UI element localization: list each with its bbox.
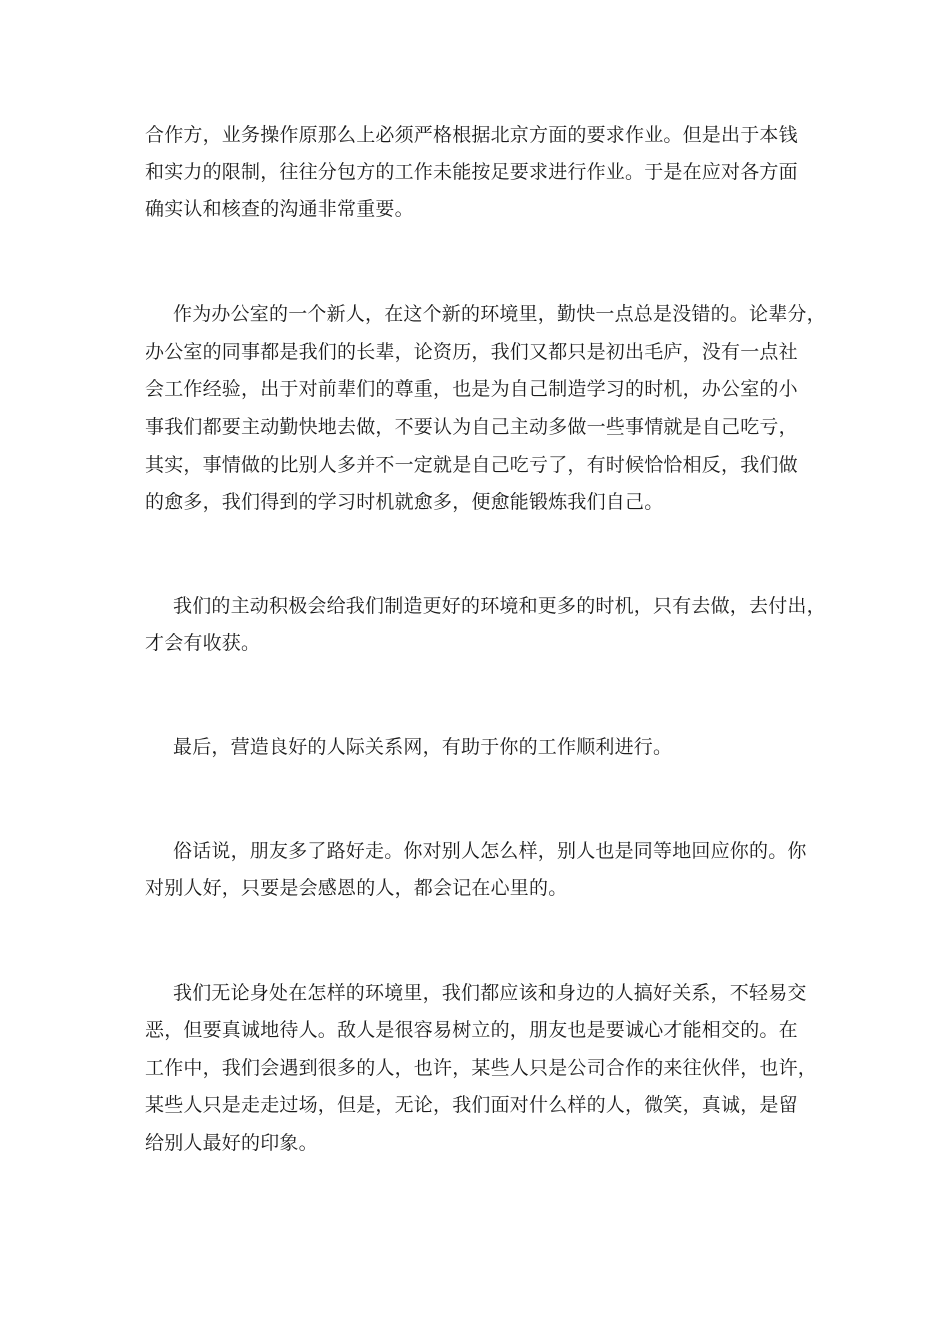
paragraph-1-line-3: 确实认和核查的沟通非常重要。	[145, 198, 414, 220]
paragraph-6-line-4: 某些人只是走走过场，但是，无论，我们面对什么样的人，微笑，真诚，是留	[145, 1094, 798, 1116]
paragraph-6-line-5: 给别人最好的印象。	[145, 1132, 318, 1154]
paragraph-6-line-2: 恶，但要真诚地待人。敌人是很容易树立的，朋友也是要诚心才能相交的。在	[145, 1019, 798, 1041]
paragraph-5-line-1: 俗话说，朋友多了路好走。你对别人怎么样，别人也是同等地回应你的。你	[173, 840, 807, 862]
paragraph-3-line-2: 才会有收获。	[145, 632, 261, 654]
paragraph-6-line-1: 我们无论身处在怎样的环境里，我们都应该和身边的人搞好关系，不轻易交	[173, 982, 807, 1004]
paragraph-2-line-6: 的愈多，我们得到的学习时机就愈多，便愈能锻炼我们自己。	[145, 491, 664, 513]
paragraph-5-line-2: 对别人好，只要是会感恩的人，都会记在心里的。	[145, 877, 568, 899]
paragraph-3-line-1: 我们的主动积极会给我们制造更好的环境和更多的时机，只有去做，去付出，	[173, 595, 826, 617]
paragraph-4-line-1: 最后，营造良好的人际关系网，有助于你的工作顺利进行。	[173, 736, 673, 758]
paragraph-2-line-2: 办公室的同事都是我们的长辈，论资历，我们又都只是初出毛庐，没有一点社	[145, 341, 798, 363]
paragraph-1-line-1: 合作方，业务操作原那么上必须严格根据北京方面的要求作业。但是出于本钱	[145, 124, 798, 146]
paragraph-2-line-3: 会工作经验，出于对前辈们的尊重，也是为自己制造学习的时机，办公室的小	[145, 378, 798, 400]
paragraph-2-line-1: 作为办公室的一个新人，在这个新的环境里，勤快一点总是没错的。论辈分，	[173, 303, 826, 325]
paragraph-6-line-3: 工作中，我们会遇到很多的人，也许，某些人只是公司合作的来往伙伴，也许，	[145, 1057, 818, 1079]
paragraph-1-line-2: 和实力的限制，往往分包方的工作未能按足要求进行作业。于是在应对各方面	[145, 161, 798, 183]
paragraph-2-line-4: 事我们都要主动勤快地去做，不要认为自己主动多做一些事情就是自己吃亏，	[145, 416, 798, 438]
paragraph-2-line-5: 其实，事情做的比别人多并不一定就是自己吃亏了，有时候恰恰相反，我们做	[145, 454, 798, 476]
